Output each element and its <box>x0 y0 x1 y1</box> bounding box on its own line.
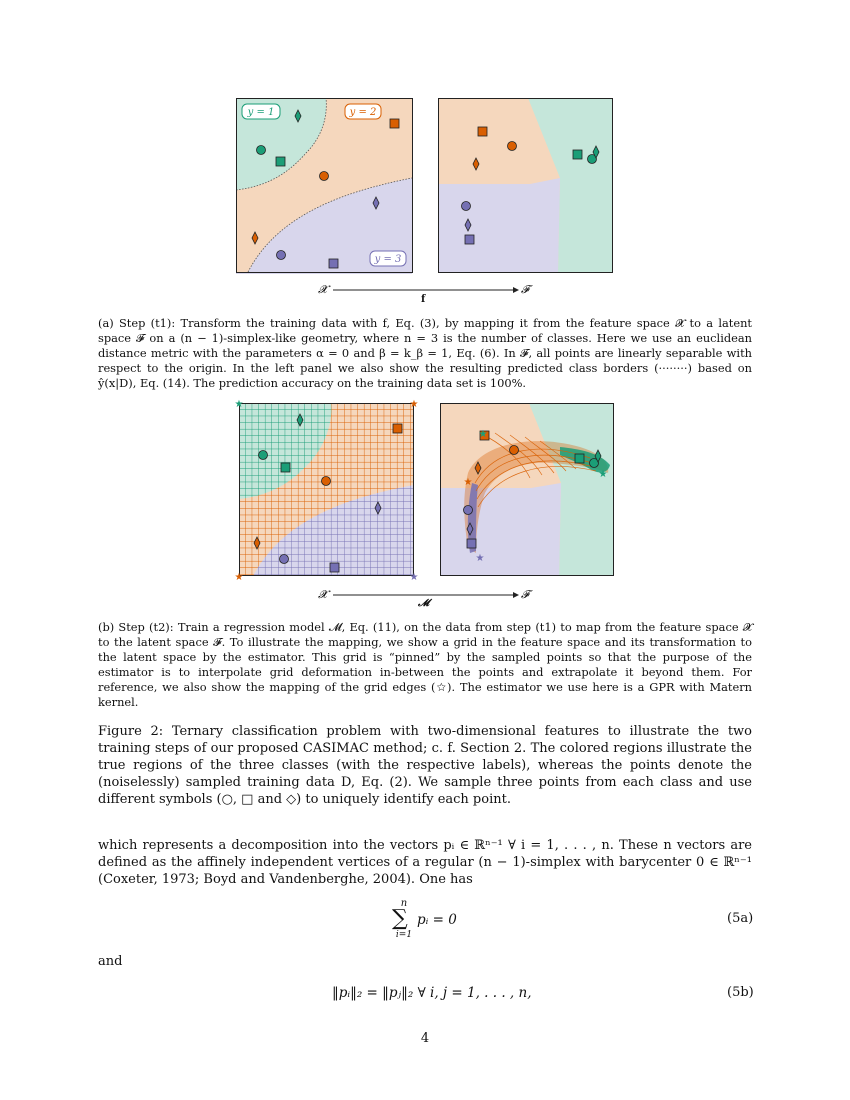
svg-text:y = 3: y = 3 <box>374 254 402 265</box>
corner-star-icon: ★ <box>234 399 244 410</box>
corner-star-icon: ★ <box>234 572 244 582</box>
eq5a-body: pᵢ = 0 <box>417 912 457 928</box>
fig-b-right-panel <box>440 403 616 579</box>
point-class2-circle <box>320 172 329 181</box>
fig-b-axis-map: 𝓜 <box>418 598 430 609</box>
label-y1 <box>242 104 280 119</box>
page-number: 4 <box>420 1031 430 1046</box>
fig-b-axis-to: 𝓕 <box>521 588 530 601</box>
eq5a-number: (5a) <box>727 911 754 926</box>
sum-symbol: ∑ <box>392 906 408 931</box>
fig-a-axis-from: 𝓧 <box>318 283 327 296</box>
point-class3-square <box>329 259 338 268</box>
body-paragraph: which represents a decomposition into the vectors pᵢ ∈ ℝⁿ⁻¹ ∀ i = 1, . . . , n. These n vectors are defined as the affinely independent vertices of a regular (n − 1)-simplex with barycenter 0 ∈ ℝⁿ⁻¹ (Coxeter, 1973; Boyd and Vandenberghe, 2004). One has <box>98 838 752 887</box>
mapped-star-icon: ★ <box>475 553 485 564</box>
fig-a-axis-arrow <box>333 285 519 295</box>
fig-b-left-panel <box>232 398 420 582</box>
mapped-star-icon: ★ <box>463 477 473 488</box>
point-class3-circle <box>277 251 286 260</box>
fig-a-axis-map: f <box>421 294 426 305</box>
fig-a-left-panel <box>236 98 414 274</box>
fig-a-right-panel <box>438 98 614 274</box>
latent-class2-square <box>478 127 487 136</box>
mapped-star-icon: ★ <box>478 429 488 440</box>
fig-a-axis-to: 𝓕 <box>521 283 530 296</box>
corner-star-icon: ★ <box>409 399 419 410</box>
label-y2 <box>345 104 381 119</box>
fig-b-caption: (b) Step (t2): Train a regression model 𝓜, Eq. (11), on the data from step (t1) to map from the feature space 𝓧 to the latent space 𝓕. To illustrate the mapping, we show a grid in the feature space and its transformation to the latent space by the estimator. This grid is “pinned” by the sampled points so that the purpose of the estimator is to interpolate grid deformation in-between the points and extrapolate it beyond them. For reference, we also show the mapping of the grid edges (☆). The estimator we use here is a GPR with Matern kernel. <box>98 620 752 709</box>
point-class1-circle <box>257 146 266 155</box>
equation-5b: ‖pᵢ‖₂ = ‖pⱼ‖₂ ∀ i, j = 1, . . . , n, <box>332 985 532 1001</box>
latent-class3-square <box>465 235 474 244</box>
svg-text:y = 2: y = 2 <box>349 107 377 118</box>
sum-lower-limit: i=1 <box>395 930 413 940</box>
figure-2-caption: Figure 2: Ternary classification problem with two-dimensional features to illustrate the two training steps of our proposed CASIMAC method; c. f. Section 2. The colored regions illustrate the true regions of the three classes (with the respective labels), whereas the points denote the (noiselessly) sampled training data D, Eq. (2). We sample three points from each class and use different symbols (○, □ and ◇) to uniquely identify each point. <box>98 724 752 807</box>
svg-text:y = 1: y = 1 <box>247 107 275 118</box>
label-y3 <box>370 251 406 266</box>
latent-class1-square <box>573 150 582 159</box>
latent-class3-circle <box>462 202 471 211</box>
and-text: and <box>98 954 123 969</box>
point-class2-square <box>390 119 399 128</box>
fig-b-axis-from: 𝓧 <box>318 588 327 601</box>
mapped-star-icon: ★ <box>598 469 608 480</box>
sum-upper-limit: n <box>400 898 408 909</box>
eq5b-number: (5b) <box>727 985 754 1000</box>
point-class1-square <box>276 157 285 166</box>
fig-a-caption: (a) Step (t1): Transform the training data with f, Eq. (3), by mapping it from the feature space 𝓧 to a latent space 𝓕 on a (n − 1)-simplex-like geometry, where n = 3 is the number of classes. Here we use an euclidean distance metric with the parameters α = 0 and β = k_β = 1, Eq. (6). In 𝓕, all points are linearly separable with respect to the origin. In the left panel we also show the resulting predicted class borders (········) based on ŷ(x|D), Eq. (14). The prediction accuracy on the training data set is 100%. <box>98 316 752 390</box>
corner-star-icon: ★ <box>409 572 419 582</box>
latent-class2-circle <box>508 142 517 151</box>
